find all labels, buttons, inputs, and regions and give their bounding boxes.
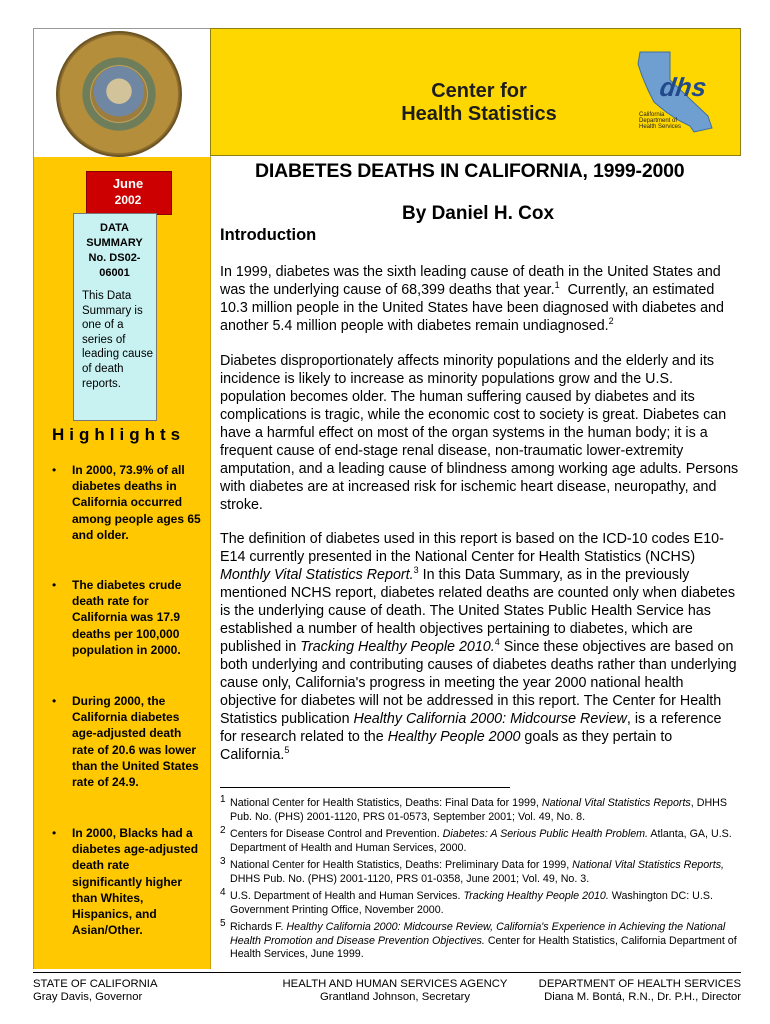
footnote: 4 U.S. Department of Health and Human Services. Tracking Healthy People 2010. Washington DC: U.S. Government Printing Office, November 2000.	[220, 887, 713, 916]
highlight-item: In 2000, Blacks had a diabetes age-adjusted death rate significantly higher than Whites, Hispanics, and Asian/Other.	[72, 826, 199, 938]
paragraph-3: The definition of diabetes used in this report is based on the ICD-10 codes E10-E14 currently presented in the National Center for Health Statistics (NCHS) Monthly Vital Statistics Report.$^3$ In this Data Summary, as in the previously mentioned NCHS report, diabetes related deaths are counted only when diabetes is the underlying cause of death. The United States Public Health Service has established a number of health objectives pertaining to diabetes, which are published in Tracking Healthy People 2010.$^4$ Since these objectives are based on both underlying and contributing causes of diabetes deaths rather than underlying cause only, California's progress in meeting the year 2000 national health objective for diabetes will not be addressed in this report. The Center for Health Statistics publication Healthy California 2000: Midcourse Review, is a reference for research related to the Healthy People 2000 goals as they pertain to California.$^5$	[220, 531, 737, 763]
byline: By Daniel H. Cox	[402, 203, 555, 224]
footnote: 3 National Center for Health Statistics, Deaths: Preliminary Data for 1999, National Vital Statistics Reports, DHHS Pub. No. (PHS) 2001-1120, PRS 01-0358, June 2001; Vol. 49, No. 3.	[220, 856, 725, 885]
center-title-line1: Center for	[431, 80, 527, 102]
seal-center-image	[91, 66, 147, 122]
date-year: 2002	[114, 193, 142, 207]
center-title	[399, 80, 559, 126]
bullet-icon: •	[52, 578, 57, 592]
bullet-icon: •	[52, 826, 57, 840]
footer-center: HEALTH AND HUMAN SERVICES AGENCY Grantland Johnson, Secretary	[282, 978, 508, 1003]
bullet-icon: •	[52, 463, 57, 477]
footer-right: DEPARTMENT OF HEALTH SERVICES Diana M. Bontá, R.N., Dr. P.H., Director	[538, 978, 741, 1003]
footnote-divider	[220, 787, 510, 788]
bullet-icon: •	[52, 694, 57, 708]
paragraph-2: Diabetes disproportionately affects minority populations and the elderly and its incidence is likely to increase as minority populations grow and the U.S. population becomes older. The human suffering caused by diabetes and its complications is tragic, while the economic cost to society is great. Diabetes can have a harmful effect on most of the organ systems in the human body; it is a frequent cause of end-stage renal disease, non-traumatic lower-extremity amputation, and a leading cause of blindness among working age adults. Persons with diabetes are at increased risk for ischemic heart disease, neuropathy, and stroke.	[220, 353, 739, 513]
footnote: 5 Richards F. Healthy California 2000: Midcourse Review, California's Experience in Achieving the National Health Promotion and Disease Prevention Objectives. Center for Health Statistics, California Department of Health Services, June 1999.	[220, 918, 737, 961]
state-seal-logo	[56, 31, 182, 157]
dept-small-label: California Department of Health Services	[639, 112, 682, 130]
footer-divider	[33, 972, 741, 973]
data-summary-title: DATA SUMMARY No. DS02-06001	[86, 222, 143, 279]
data-summary-text: This Data Summary is one of a series of leading cause of death reports.	[82, 290, 153, 390]
footnote: 2 Centers for Disease Control and Prevention. Diabetes: A Serious Public Health Problem. Atlanta, GA, U.S. Department of Health and Human Services, 2000.	[220, 825, 732, 854]
center-title-line2: Health Statistics	[401, 103, 557, 125]
page-title: DIABETES DEATHS IN CALIFORNIA, 1999-2000	[255, 160, 685, 182]
footer-left: STATE OF CALIFORNIA Gray Davis, Governor	[33, 978, 158, 1003]
paragraph-1: In 1999, diabetes was the sixth leading cause of death in the United States and was the underlying cause of 68,399 deaths that year.$^1$ Currently, an estimated 10.3 million people in the United States have been diagnosed with diabetes and another 5.4 million people with diabetes remain undiagnosed.$^2$	[220, 264, 724, 334]
section-heading: Introduction	[220, 226, 317, 244]
footnote: 1 National Center for Health Statistics, Deaths: Final Data for 1999, National Vital Statistics Reports, DHHS Pub. No. (PHS) 2001-1120, PRS 01-0573, September 2001; Vol. 49, No. 8.	[220, 794, 728, 823]
dhs-logo: dhs	[657, 72, 709, 102]
highlight-item: In 2000, 73.9% of all diabetes deaths in California occurred among people ages 65 and older.	[72, 463, 201, 542]
highlight-item: The diabetes crude death rate for California was 17.9 deaths per 100,000 population in 2000.	[72, 578, 182, 657]
date-month: June	[112, 176, 144, 191]
highlight-item: During 2000, the California diabetes age-adjusted death rate of 20.6 was lower than the United States rate of 24.9.	[72, 694, 199, 790]
highlights-heading: Highlights	[52, 425, 186, 444]
